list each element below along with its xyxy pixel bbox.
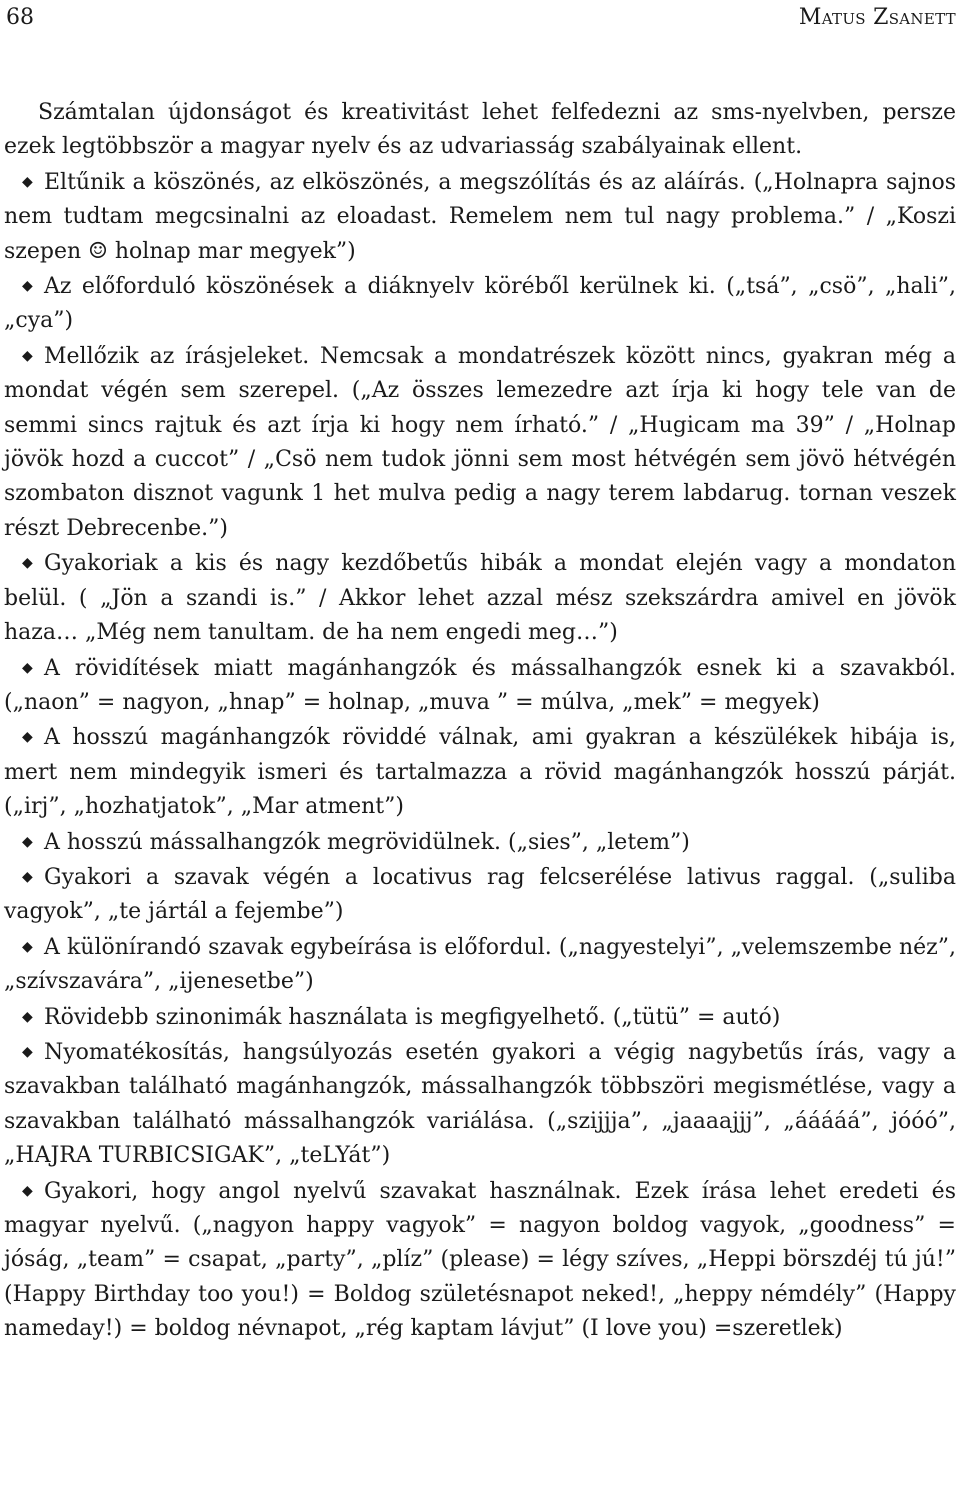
list-item: [4, 825, 956, 860]
list-item: [4, 651, 956, 721]
page: [4, 0, 956, 1347]
diamond-bullet-icon: ◆: [22, 347, 33, 364]
list-item-text: Mellőzik az írásjeleket. Nemcsak a mondatrészek között nincs, gyakran még a mondat végén sem szerepel. („Az összes lemezedre azt írja ki hogy tele van de semmi sincs rajtuk és azt írja ki hogy nem írható.” / „Hugicam ma 39” / „Holnap jövök hozd a cuccot” / „Csö nem tudok jönni sem most hétvégén sem jövö hétvégén szombaton disznot vagunk 1 het mulva pedig a nagy terem labdarug. tornan veszek részt Debrecenbe.”): [4, 343, 956, 541]
list-item: [4, 860, 956, 930]
diamond-bullet-icon: ◆: [22, 1182, 33, 1199]
diamond-bullet-icon: ◆: [22, 729, 33, 746]
list-item-text: A rövidítések miatt magánhangzók és mássalhangzók esnek ki a szavakból. („naon” = nagyon, „hnap” = holnap, „muva ” = múlva, „mek” = megyek): [4, 655, 956, 715]
page-number: 68: [6, 5, 34, 30]
list-item: [4, 339, 956, 546]
list-item-text: Gyakoriak a kis és nagy kezdőbetűs hibák a mondat elején vagy a mondaton belül. ( „Jön a szandi is.” / Akkor lehet azzal mész szekszárdra amivel en jövök haza… „Még nem tanultam. de ha nem engedi meg…”): [4, 551, 956, 646]
list-item-text: A különírandó szavak egybeírása is előfordul. („nagyestelyi”, „velemszembe néz”, „szívszavára”, „ijenesetbe”): [4, 934, 956, 995]
list-item: [4, 269, 956, 339]
diamond-bullet-icon: ◆: [22, 555, 33, 572]
list-item: [4, 1000, 956, 1035]
list-item-text: Gyakori a szavak végén a locativus rag felcserélése lativus raggal. („suliba vagyok”, „te jártál a fejembe”): [4, 864, 956, 925]
list-item: [4, 1174, 956, 1347]
list-item-text: A hosszú magánhangzók röviddé válnak, ami gyakran a készülékek hibája is, mert nem mindegyik ismeri és tartalmazza a rövid magánhangzók hosszú párját. („irj”, „hozhatjatok”, „Mar atment”): [4, 725, 956, 820]
list-item-text: Nyomatékosítás, hangsúlyozás esetén gyakori a végig nagybetűs írás, vagy a szavakban található magánhangzók, mássalhangzók többszöri megismétlése, vagy a szavakban található mássalhangzók variálása. („szijjja”, „jaaaajjj”, „ááááá”, jóóó”, „HAJRA TURBICSIGAK”, „teLYát”): [4, 1039, 956, 1169]
diamond-bullet-icon: ◆: [22, 938, 33, 955]
list-item-text: Rövidebb szinonimák használata is megfigyelhető. („tütü” = autó): [44, 1004, 781, 1030]
diamond-bullet-icon: ◆: [22, 1043, 33, 1060]
list-item: [4, 165, 956, 269]
list-item: [4, 720, 956, 824]
diamond-bullet-icon: ◆: [22, 868, 33, 885]
list-item: [4, 1035, 956, 1174]
running-head: [4, 2, 956, 36]
list-item: [4, 930, 956, 1000]
diamond-bullet-icon: ◆: [22, 173, 33, 190]
list-item-text: Az előforduló köszönések a diáknyelv köréből kerülnek ki. („tsá”, „csö”, „hali”, „cya”): [4, 274, 956, 334]
diamond-bullet-icon: ◆: [22, 833, 33, 850]
intro-paragraph: Számtalan újdonságot és kreativitást lehet felfedezni az sms-nyelvben, persze ezek legtöbbször a magyar nyelv és az udvariasság szabályainak ellent.: [4, 100, 956, 160]
list-item-text: Eltűnik a köszönés, az elköszönés, a megszólítás és az aláírás. („Holnapra sajnos nem tudtam megcsinalni az eloadast. Remelem nem tul nagy problema.” / „Koszi szepen ☺ holnap mar megyek”): [4, 169, 956, 264]
body-text: [4, 96, 956, 1347]
list-item: [4, 546, 956, 650]
diamond-bullet-icon: ◆: [22, 1008, 33, 1025]
diamond-bullet-icon: ◆: [22, 278, 33, 295]
diamond-bullet-icon: ◆: [22, 659, 33, 676]
list-item-text: A hosszú mássalhangzók megrövidülnek. („sies”, „letem”): [44, 829, 690, 855]
list-item-text: Gyakori, hogy angol nyelvű szavakat használnak. Ezek írása lehet eredeti és magyar nyelvű. („nagyon happy vagyok” = nagyon boldog vagyok, „goodness” = jóság, „team” = csapat, „party”, „plíz” (please) = légy szíves, „Heppi börszdéj tú jú!” (Happy Birthday too you!) = Boldog születésnapot neked!, „heppy némdély” (Happy nameday!) = boldog névnapot, „rég kaptam lávjut” (I love you) =szeretlek): [4, 1178, 956, 1342]
running-head-author: Matus Zsanett: [798, 5, 956, 30]
